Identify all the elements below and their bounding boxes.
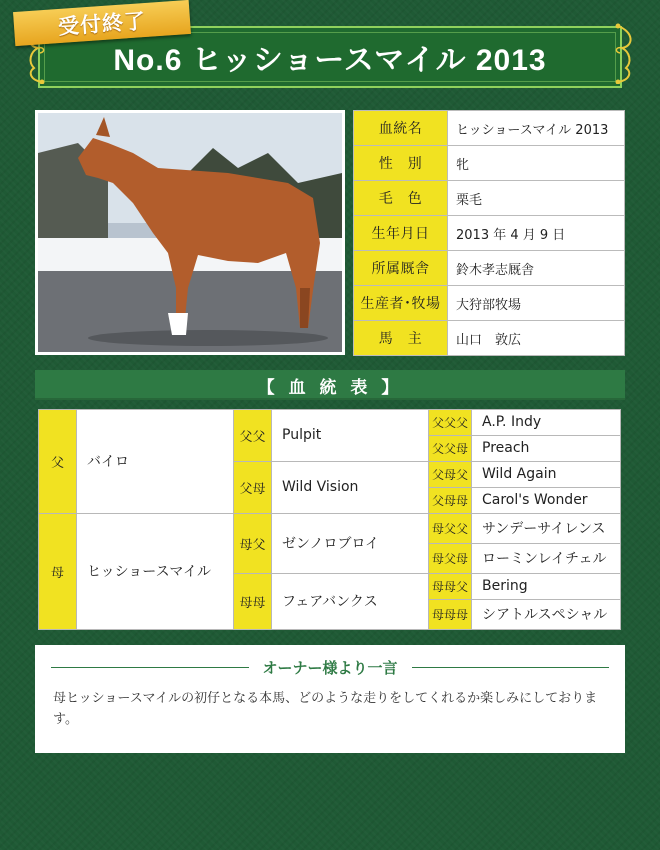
gen3-label: 父母母	[429, 487, 472, 513]
info-value: 大狩部牧場	[448, 286, 625, 321]
gen2-name: ゼンノロブロイ	[272, 513, 429, 573]
gen3-name: サンデーサイレンス	[472, 513, 621, 543]
gen3-label: 母父母	[429, 543, 472, 573]
gen3-name: シアトルスペシャル	[472, 599, 621, 629]
sire-label: 父	[39, 410, 77, 514]
divider	[412, 667, 610, 668]
horse-photo	[35, 110, 345, 355]
badge-text: 受付終了	[57, 8, 147, 40]
info-row	[354, 321, 625, 356]
gen3-name: A.P. Indy	[472, 410, 621, 436]
owner-message-header	[51, 657, 609, 678]
gen3-label: 母父父	[429, 513, 472, 543]
info-value: 山口 敦広	[448, 321, 625, 356]
info-value: 2013 年 4 月 9 日	[448, 216, 625, 251]
gen2-name: Pulpit	[272, 410, 429, 462]
gen3-name: ローミンレイチェル	[472, 543, 621, 573]
info-key: 毛 色	[354, 181, 448, 216]
info-row	[354, 251, 625, 286]
dam-label: 母	[39, 513, 77, 630]
info-row	[354, 111, 625, 146]
ornament-right-icon	[610, 22, 640, 84]
info-value: 栗毛	[448, 181, 625, 216]
gen2-label: 母父	[234, 513, 272, 573]
info-key: 生年月日	[354, 216, 448, 251]
gen2-label: 父母	[234, 461, 272, 513]
info-value: 牝	[448, 146, 625, 181]
info-key: 性 別	[354, 146, 448, 181]
page-title: No.6 ヒッショースマイル 2013	[113, 44, 547, 77]
pedigree-table-wrap	[38, 409, 620, 630]
owner-message-body: 母ヒッショースマイルの初仔となる本馬、どのような走りをしてくれるか楽しみにしております。	[53, 691, 598, 727]
info-value: 鈴木孝志厩舎	[448, 251, 625, 286]
info-key: 生産者･牧場	[354, 286, 448, 321]
gen3-name: Wild Again	[472, 461, 621, 487]
gen2-label: 母母	[234, 573, 272, 629]
horse-photo-icon	[38, 113, 342, 352]
info-row	[354, 286, 625, 321]
info-key: 所属厩舎	[354, 251, 448, 286]
info-key: 血統名	[354, 111, 448, 146]
divider	[51, 667, 249, 668]
horse-info-table	[353, 110, 625, 356]
owner-message-box	[35, 645, 625, 753]
gen3-label: 父父父	[429, 410, 472, 436]
gen3-label: 母母父	[429, 573, 472, 599]
gen2-name: Wild Vision	[272, 461, 429, 513]
pedigree-title: 【 血 統 表 】	[35, 370, 625, 400]
gen2-name: フェアバンクス	[272, 573, 429, 629]
gen3-label: 父母父	[429, 461, 472, 487]
gen3-name: Carol's Wonder	[472, 487, 621, 513]
sire-name: バイロ	[77, 410, 234, 514]
gen3-name: Preach	[472, 435, 621, 461]
info-row	[354, 181, 625, 216]
info-row	[354, 216, 625, 251]
gen3-name: Bering	[472, 573, 621, 599]
gen3-label: 母母母	[429, 599, 472, 629]
dam-name: ヒッショースマイル	[77, 513, 234, 630]
gen3-label: 父父母	[429, 435, 472, 461]
info-key: 馬 主	[354, 321, 448, 356]
info-value: ヒッショースマイル 2013	[448, 111, 625, 146]
info-row	[354, 146, 625, 181]
owner-message-title: オーナー様より一言	[262, 659, 398, 677]
pedigree-table	[38, 409, 621, 630]
gen2-label: 父父	[234, 410, 272, 462]
